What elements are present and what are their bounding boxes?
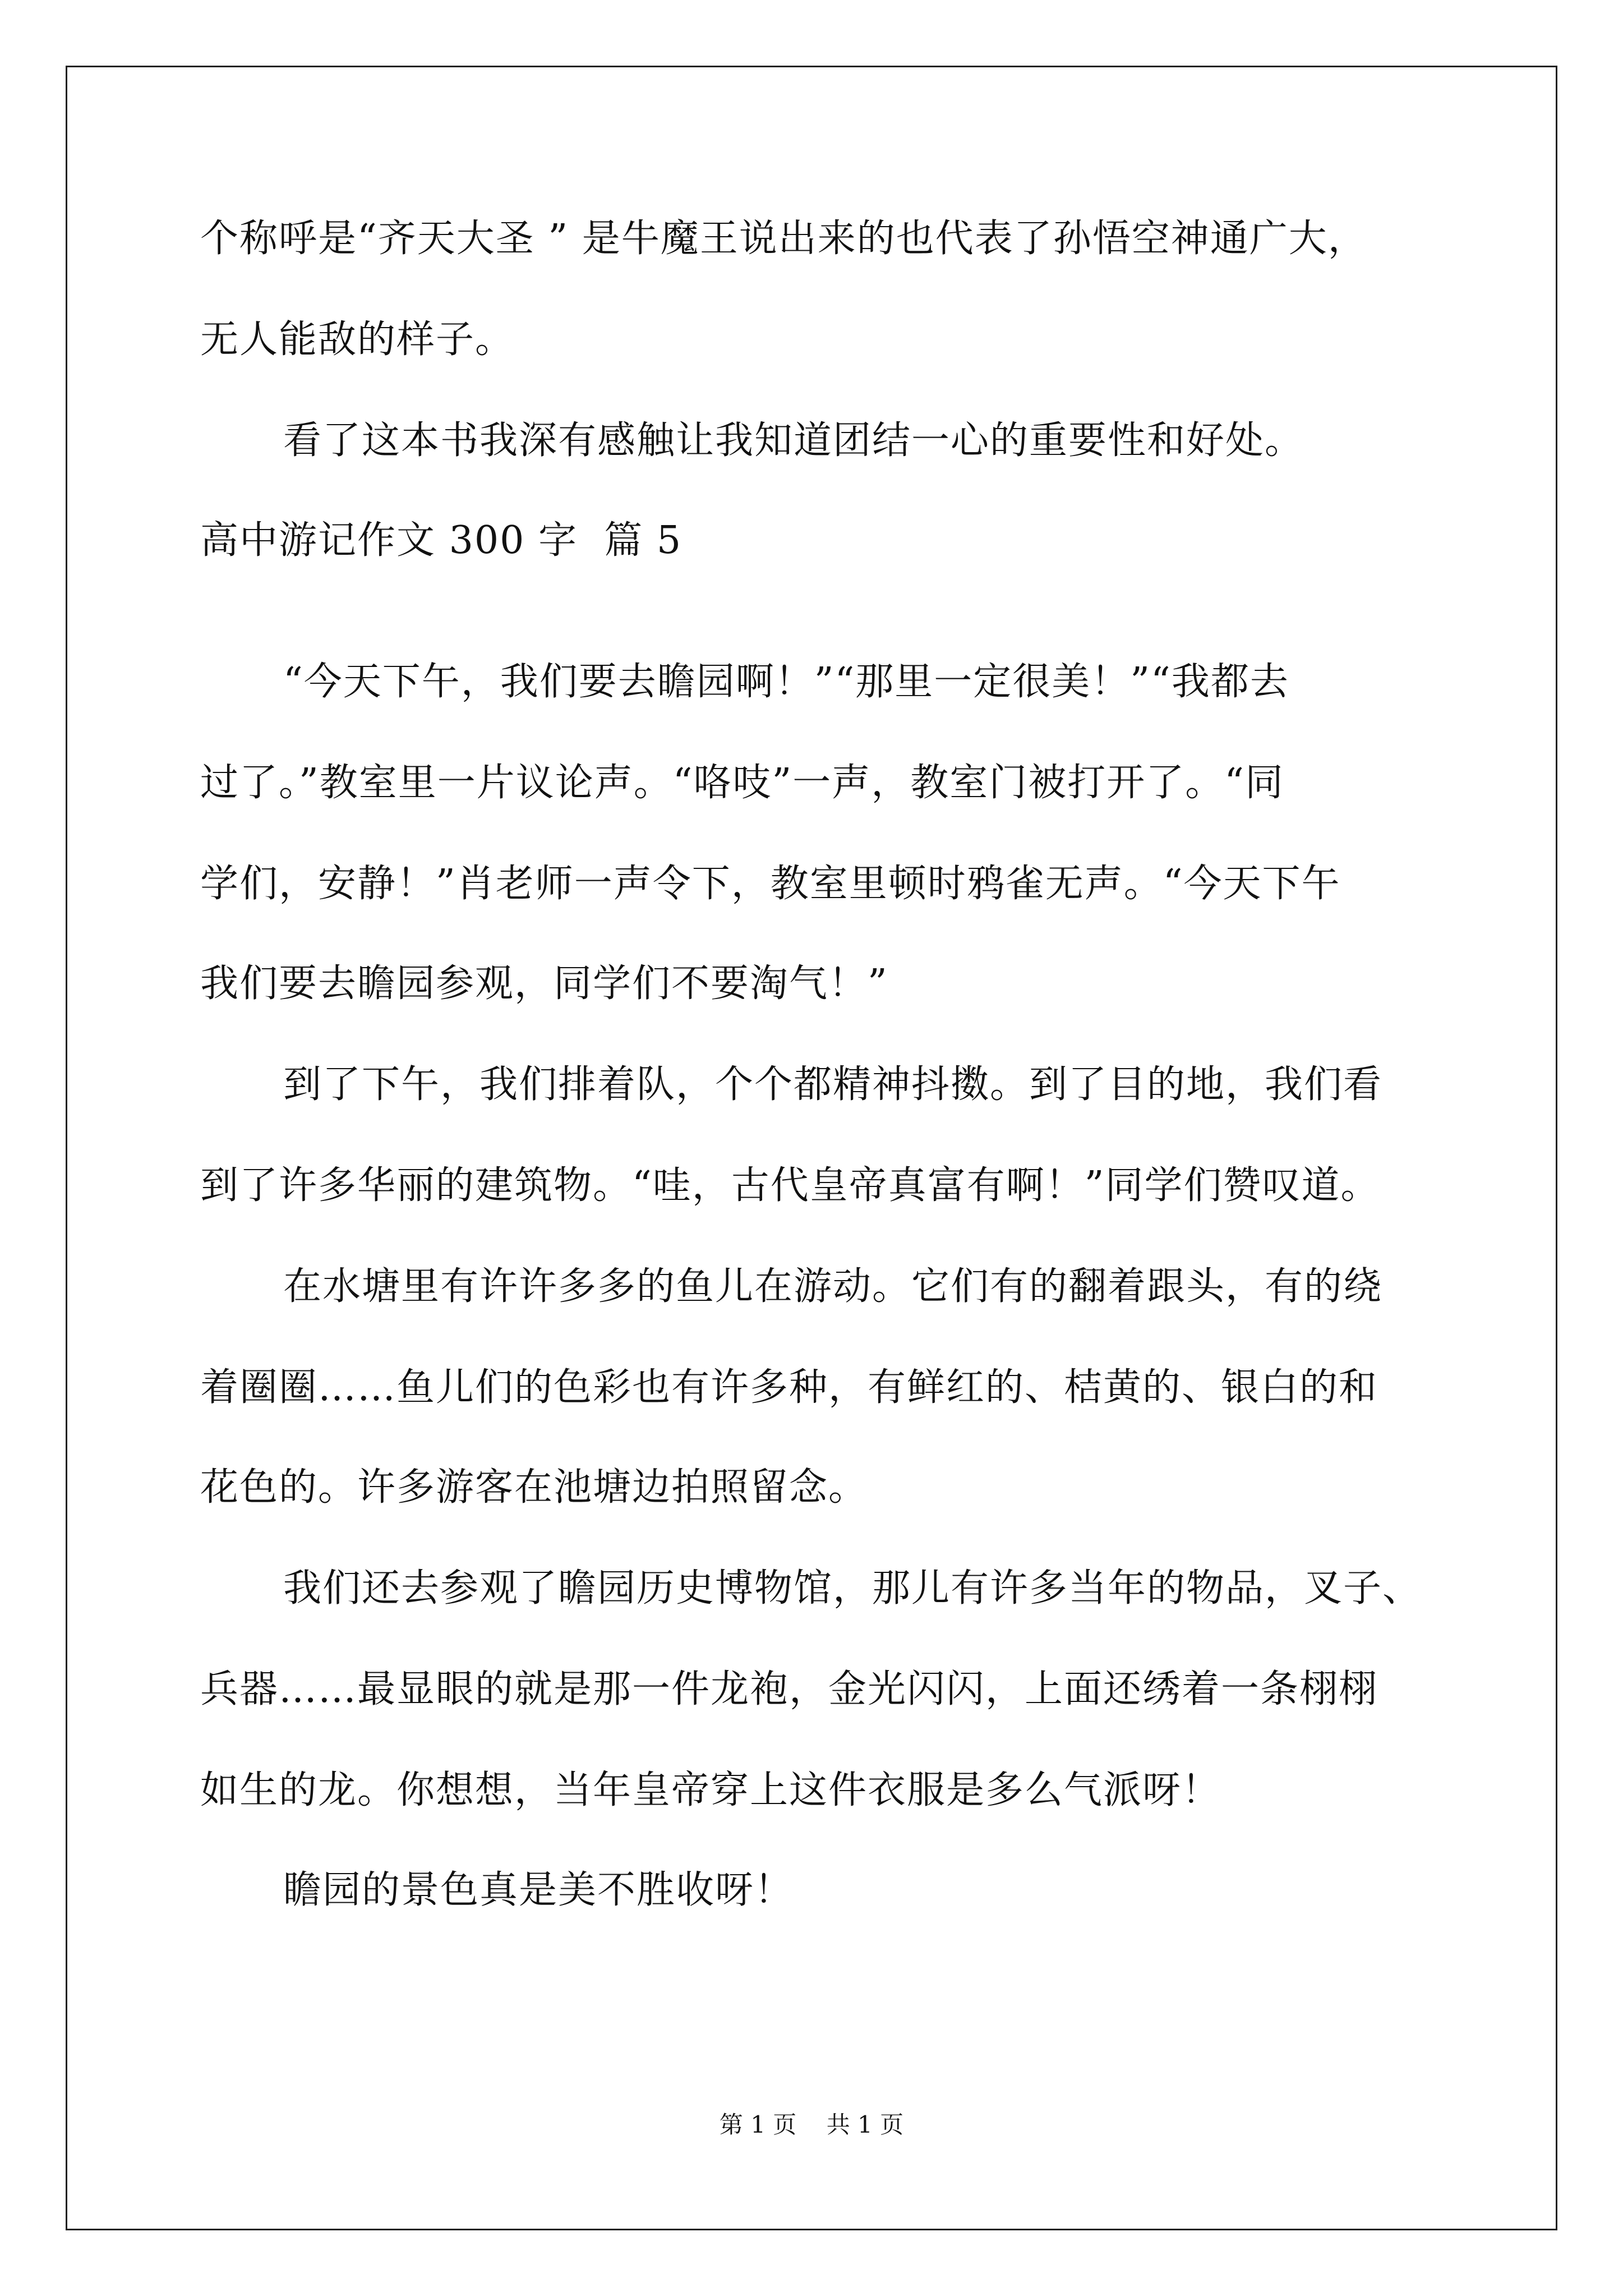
text-line-10: 到了许多华丽的建筑物。“哇，古代皇帝真富有啊！”同学们赞叹道。 bbox=[200, 1163, 1380, 1208]
text-line-11: 在水塘里有许许多多的鱼儿在游动。它们有的翻着跟头，有的绕 bbox=[283, 1264, 1383, 1309]
text-line-15: 兵器……最显眼的就是那一件龙袍，金光闪闪，上面还绣着一条栩栩 bbox=[200, 1667, 1378, 1711]
text-line-2: 无人能敌的样子。 bbox=[200, 318, 515, 362]
text-line-8: 我们要去瞻园参观，同学们不要淘气！” bbox=[200, 961, 888, 1006]
text-line-6: 过了。”教室里一片议论声。“咯吱”一声，教室门被打开了。“同 bbox=[200, 761, 1285, 805]
text-line-5: “今天下午，我们要去瞻园啊！”“那里一定很美！”“我都去 bbox=[283, 660, 1289, 704]
text-line-16: 如生的龙。你想想，当年皇帝穿上这件衣服是多么气派呀！ bbox=[200, 1768, 1221, 1812]
text-line-17: 瞻园的景色真是美不胜收呀！ bbox=[283, 1868, 794, 1912]
text-line-1: 个称呼是“齐天大圣 ” 是牛魔王说出来的也代表了孙悟空神通广大， bbox=[200, 217, 1367, 261]
text-line-3: 看了这本书我深有感触让我知道团结一心的重要性和好处。 bbox=[283, 418, 1304, 463]
section-heading: 高中游记作文 300 字 篇 5 bbox=[200, 518, 683, 563]
text-line-7: 学们，安静！”肖老师一声令下，教室里顿时鸦雀无声。“今天下午 bbox=[200, 862, 1341, 906]
text-line-9: 到了下午，我们排着队，个个都精神抖擞。到了目的地，我们看 bbox=[283, 1062, 1383, 1107]
text-line-13: 花色的。许多游客在池塘边拍照留念。 bbox=[200, 1465, 868, 1510]
page-number-footer: 第 1 页 共 1 页 bbox=[719, 2111, 904, 2138]
text-line-12: 着圈圈……鱼儿们的色彩也有许多种，有鲜红的、桔黄的、银白的和 bbox=[200, 1365, 1378, 1410]
text-line-14: 我们还去参观了瞻园历史博物馆，那儿有许多当年的物品，叉子、 bbox=[283, 1566, 1422, 1611]
